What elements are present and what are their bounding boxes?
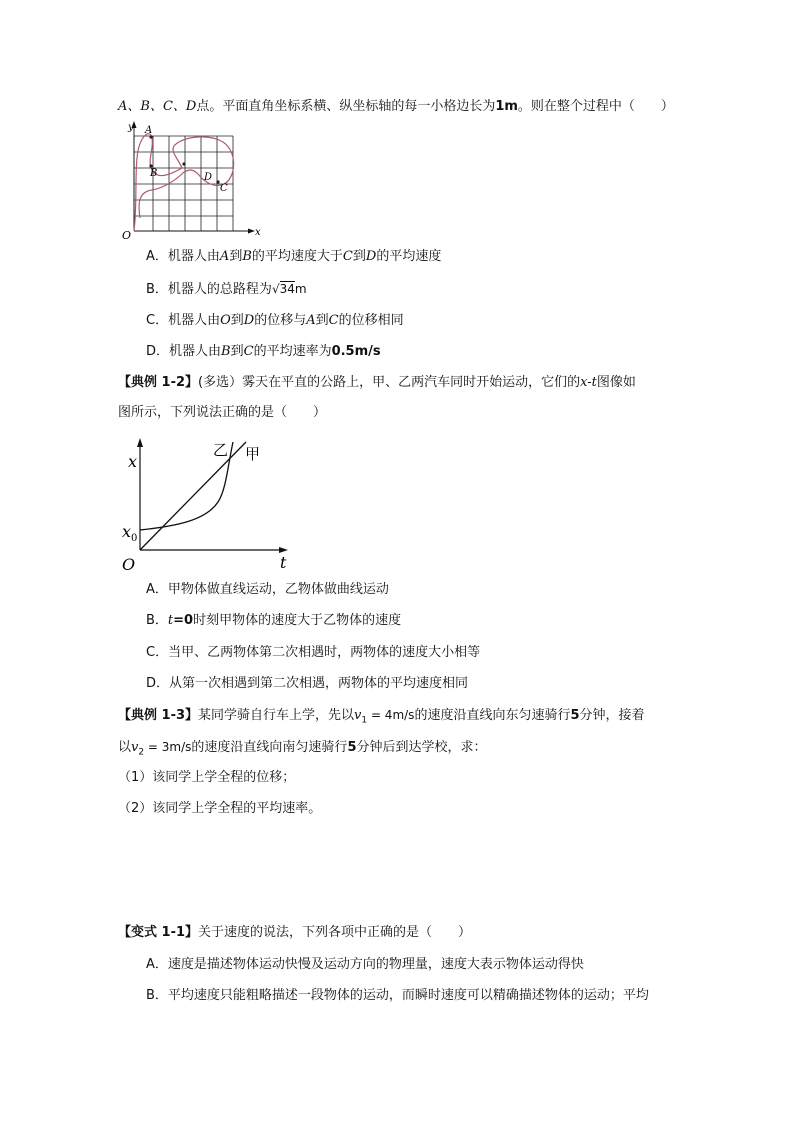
q2-tag: 【典例 1-2】 <box>118 375 199 390</box>
q3-text: 分钟后到达学校，求： <box>356 740 487 755</box>
q1-point-d: D <box>204 172 213 183</box>
q4-option-a <box>146 955 584 975</box>
option-letter: D． <box>146 344 170 359</box>
option-letter: A． <box>146 249 168 264</box>
q2-vertical-arrow <box>137 438 143 447</box>
q3-text: 的速度沿直线向东匀速骑行 <box>414 708 571 723</box>
q1-point-c: C <box>220 183 228 194</box>
point-label: B <box>242 249 252 264</box>
point-label: C <box>342 249 353 264</box>
point-label: C <box>328 313 339 328</box>
option-letter: A． <box>146 957 168 972</box>
q1-stem-text: 点。平面直角坐标系横、纵坐标轴的每一小格边长为 <box>196 99 496 114</box>
option-letter: A． <box>146 582 168 597</box>
time-value: =0 <box>173 613 194 628</box>
v2-value: = 3m/s <box>144 740 192 754</box>
q3-subquestion-1: （1）该同学上学全程的位移； <box>118 770 296 785</box>
option-text: 的位移相同 <box>338 313 404 328</box>
option-letter: B． <box>146 613 168 628</box>
q3-minutes: 5 <box>347 740 357 755</box>
option-text: 的平均速度 <box>376 249 442 264</box>
q3-line1 <box>118 705 645 731</box>
q4-text: 关于速度的说法，下列各项中正确的是（ ） <box>198 925 472 940</box>
q3-text: 某同学骑自行车上学，先以 <box>198 708 355 723</box>
q1-stem <box>118 97 674 117</box>
option-text: 机器人由 <box>168 313 221 328</box>
q3-tag: 【典例 1-3】 <box>118 708 199 723</box>
q3-text: 的速度沿直线向南匀速骑行 <box>191 740 348 755</box>
q1-option-a <box>146 247 441 267</box>
option-text: 机器人由 <box>167 249 220 264</box>
point-label: A <box>306 313 316 328</box>
q1-x-label: x <box>255 227 261 238</box>
q2-stem-line2: 图所示，下列说法正确的是（ ） <box>118 405 327 420</box>
point-label: C <box>243 344 254 359</box>
q3-subquestion-2: （2）该同学上学全程的平均速率。 <box>118 801 322 816</box>
xt-symbol: x-t <box>580 375 597 390</box>
point-label: A <box>219 249 230 264</box>
option-text: 时刻甲物体的速度大于乙物体的速度 <box>193 613 402 628</box>
q1-point-b: B <box>150 168 158 179</box>
option-letter: C． <box>146 645 169 660</box>
option-text: 的位移与 <box>254 313 307 328</box>
q2-text: (多选）雾天在平直的公路上，甲、乙两汽车同时开始运动，它们的 <box>198 375 581 390</box>
v1-symbol: v <box>354 708 362 723</box>
option-text: 速度是描述物体运动快慢及运动方向的物理量，速度大表示物体运动得快 <box>167 957 584 972</box>
q1-option-c <box>146 311 404 331</box>
option-text: 到 <box>229 249 243 264</box>
option-letter: D． <box>146 676 170 691</box>
q2-origin-label: O <box>122 555 136 574</box>
q1-origin-label: O <box>122 229 132 242</box>
q1-stem-points: A、B、C、D <box>118 99 197 114</box>
option-text: 当甲、乙两物体第二次相遇时，两物体的速度大小相等 <box>168 645 481 660</box>
q4-option-b <box>146 986 649 1006</box>
q1-x-arrow <box>248 229 255 234</box>
q2-vertical-axis-label: x <box>128 452 138 471</box>
q2-option-c <box>146 643 480 663</box>
sqrt-radicand: 34 <box>279 282 295 296</box>
q1-option-b <box>146 279 307 300</box>
q1-figure <box>118 118 268 242</box>
q2-option-b <box>146 611 401 631</box>
v1-subscript: 1 <box>361 715 368 726</box>
time-symbol: t <box>167 613 174 628</box>
option-letter: B． <box>146 988 168 1003</box>
q2-option-a <box>146 580 389 600</box>
option-text: 到 <box>230 344 244 359</box>
q1-stem-tail: 。则在整个过程中（ ） <box>517 99 674 114</box>
q2-t-axis-label: t <box>280 553 287 572</box>
point-label: D <box>243 313 255 328</box>
q2-label-yi: 乙 <box>213 441 229 459</box>
v2-symbol: v <box>131 740 139 755</box>
unit: m <box>294 282 307 296</box>
q1-stem-unit: 1m <box>495 99 518 114</box>
q2-x0-label: $x_0$ <box>122 522 138 544</box>
q2-option-d <box>146 674 468 694</box>
option-text: 到 <box>315 313 329 328</box>
option-text: 到 <box>352 249 366 264</box>
q4-stem <box>118 923 471 943</box>
point-label: O <box>220 313 231 328</box>
q3-text: 以 <box>118 740 132 755</box>
q3-minutes: 5 <box>570 708 580 723</box>
speed-value: 0.5m/s <box>331 344 381 359</box>
option-text: 的平均速率为 <box>253 344 332 359</box>
option-letter: B． <box>146 282 168 297</box>
q3-text: 分钟，接着 <box>579 708 645 723</box>
option-text: 甲物体做直线运动，乙物体做曲线运动 <box>167 582 389 597</box>
q1-option-d <box>146 342 381 362</box>
option-text: 机器人的总路程为 <box>167 282 272 297</box>
q1-y-label: y <box>128 122 134 133</box>
sqrt-symbol: √ <box>271 282 280 296</box>
v1-value: = 4m/s <box>367 708 415 722</box>
option-text: 从第一次相遇到第二次相遇，两物体的平均速度相同 <box>169 676 469 691</box>
q2-label-jia: 甲 <box>245 445 261 463</box>
option-text: 平均速度只能粗略描述一段物体的运动，而瞬时速度可以精确描述物体的运动；平均 <box>167 988 649 1003</box>
option-text: 机器人由 <box>169 344 222 359</box>
option-text: 的平均速度大于 <box>251 249 343 264</box>
point-label: B <box>221 344 231 359</box>
option-text: 到 <box>230 313 244 328</box>
q3-line2 <box>118 737 487 763</box>
option-letter: C． <box>146 313 169 328</box>
q2-stem-line1 <box>118 373 636 393</box>
q2-figure <box>118 430 298 576</box>
q4-tag: 【变式 1-1】 <box>118 925 199 940</box>
q1-point-a: A <box>145 125 153 136</box>
point-label: D <box>365 249 377 264</box>
q2-text: 图像如 <box>596 375 636 390</box>
v2-subscript: 2 <box>138 747 145 758</box>
